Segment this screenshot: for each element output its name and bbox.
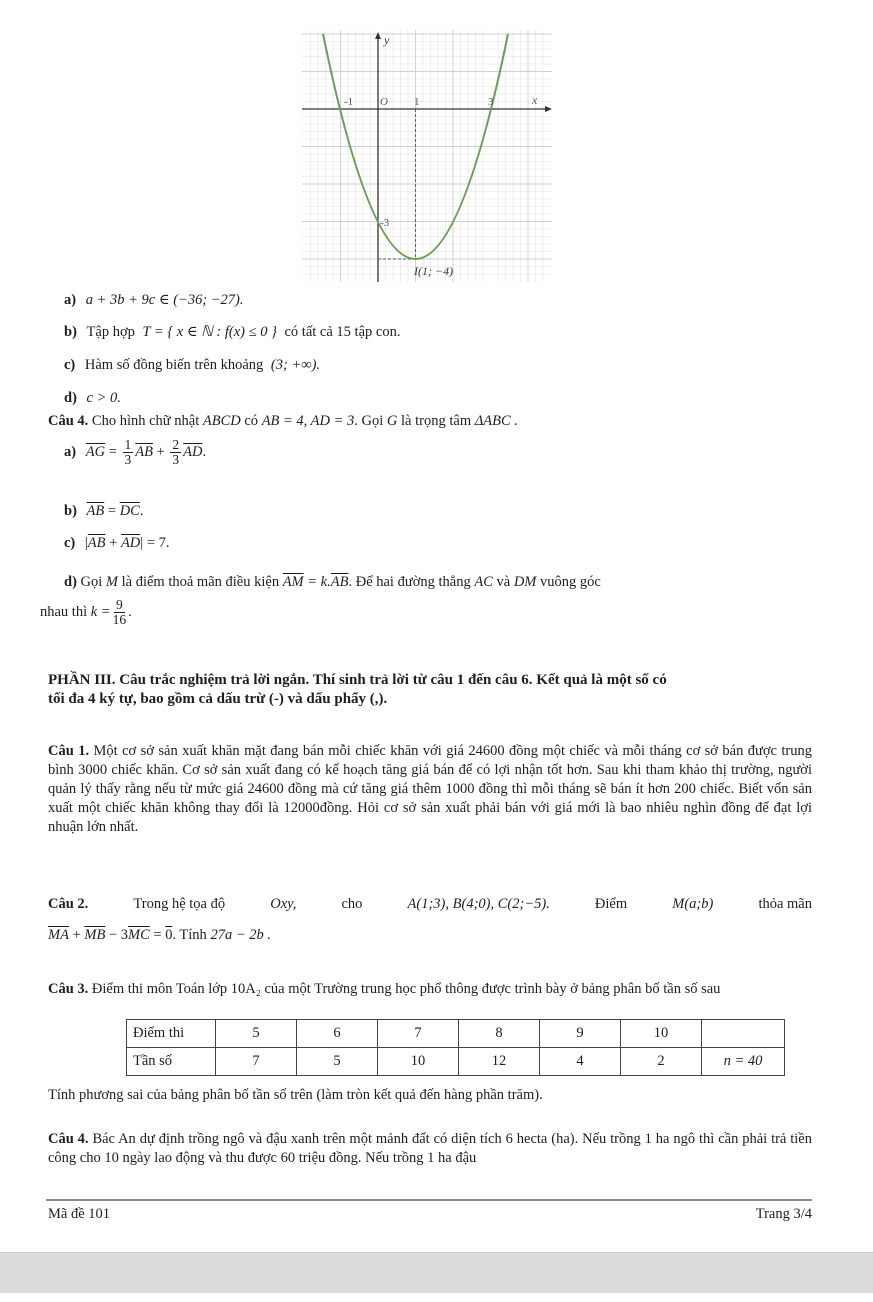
q3-item-c: c) Hàm số đồng biến trên khoảng (3; +∞).	[64, 357, 321, 373]
y-axis-label: y	[384, 33, 390, 47]
q4-item-c: c) $|\overline{AB} + \overline{AD}| = 7$.	[64, 535, 170, 551]
grid	[302, 30, 552, 282]
part3-heading-line2: tối đa 4 ký tự, bao gồm cả dấu trừ (-) và dấu phẩy (,).	[48, 691, 388, 707]
x-axis-label: x	[532, 93, 538, 107]
table-row-scores: Điểm thi 5 6 7 8 9 10	[127, 1020, 785, 1048]
p3-question-2-line2: $\overline{MA} + \overline{MB} - 3\overline{MC} = 0$. Tính 27a − 2b .	[48, 927, 271, 943]
fraction-two-thirds: $\frac{2}{3}$	[172, 437, 180, 468]
fraction-nine-sixteenths: $\frac{9}{16}$	[112, 597, 127, 628]
fraction-one-third: $\frac{1}{3}$	[124, 437, 132, 468]
frequency-table	[126, 1019, 785, 1076]
page-number: Trang 3/4	[755, 1206, 812, 1222]
p3-question-3: Câu 3. Điểm thi môn Toán lớp 10A₂ của một Trường trung học phổ thông được trình bày ở bảng phân bố tần số sau	[48, 981, 721, 997]
p3-question-4: Câu 4. Bác An dự định trồng ngô và đậu xanh trên một mảnh đất có diện tích 6 hecta (ha). Nếu trồng 1 ha ngô thì cần phải trả tiền công cho 10 ngày lao động và thu được 60 triệu đồng. Nếu trồng 1 ha đậu	[48, 1131, 812, 1166]
x-tick-minus1: -1	[344, 96, 354, 108]
p3-question-1: Câu 1. Một cơ sở sản xuất khăn mặt đang bán mỗi chiếc khăn với giá 24600 đồng một chiếc và mỗi tháng cơ sở bán được trung bình 3000 chiếc khăn. Cơ sở sản xuất đang có kế hoạch tăng giá bán để có lợi nhận tốt hơn. Sau khi tham khảo thị trường, người quản lý thấy rằng nếu từ mức giá 24600 đồng mà cứ tăng giá thêm 1000 đồng thì mỗi tháng sẽ bán ít hơn 200 chiếc. Biết vốn sản xuất một chiếc khăn không thay đổi là 12000đồng. Hỏi cơ sở sản xuất phải bán với giá mới là bao nhiêu nghìn đồng để đạt lợi nhuận lớn nhất.	[48, 743, 812, 835]
part3-heading-line1: PHẦN III. Câu trắc nghiệm trả lời ngắn. Thí sinh trả lời từ câu 1 đến câu 6. Kết quả là một số có	[48, 672, 667, 688]
table-row-frequencies: Tần số 7 5 10 12 4 2 n = 40	[127, 1048, 785, 1076]
x-tick-3: 3	[488, 96, 494, 108]
x-tick-1: 1	[414, 96, 420, 108]
q4-item-d: d) Gọi M là điểm thoả mãn điều kiện $\overline{AM} = k.\overline{AB}$. Để hai đường thẳng AC và DM vuông góc	[64, 574, 601, 590]
q4-item-a: a) $\overline{AG}$ = $\frac{1}{3}$ $\overline{AB}$ + $\frac{2}{3}$ $\overline{AD}$.	[64, 437, 207, 468]
viewer-bottom-bar	[0, 1252, 873, 1293]
parabola-graph	[302, 30, 552, 282]
exam-code: Mã đề 101	[48, 1206, 111, 1222]
q3-item-b: b) Tập hợp T = { x ∈ ℕ : f(x) ≤ 0 } có tất cả 15 tập con.	[64, 324, 401, 340]
q3-item-a: a) a + 3b + 9c ∈ (−36; −27).	[64, 292, 244, 308]
origin-label: O	[380, 96, 388, 108]
footer-divider	[46, 1199, 812, 1201]
y-axis-arrow-icon	[375, 32, 381, 39]
q3-item-d: d) c > 0.	[64, 390, 121, 406]
q4-stem: Câu 4. Cho hình chữ nhật ABCD có AB = 4, AD = 3. Gọi G là trọng tâm ΔABC .	[48, 413, 518, 429]
q4-item-d-line2: nhau thì k = $\frac{9}{16}$ .	[40, 597, 132, 628]
vertex-label: I(1; −4)	[414, 264, 454, 278]
q4-item-b: b) $\overline{AB} = \overline{DC}$.	[64, 503, 144, 519]
p3-question-2-line1: Câu 2. Trong hệ tọa độ Oxy, cho A(1;3), B(4;0), C(2;−5). Điểm M(a;b) thỏa mãn	[48, 896, 812, 912]
p3-question-3-ask: Tính phương sai của bảng phân bố tần số trên (làm tròn kết quả đến hàng phần trăm).	[48, 1087, 543, 1103]
x-axis-arrow-icon	[545, 106, 552, 112]
y-tick-minus3: -3	[380, 217, 390, 229]
